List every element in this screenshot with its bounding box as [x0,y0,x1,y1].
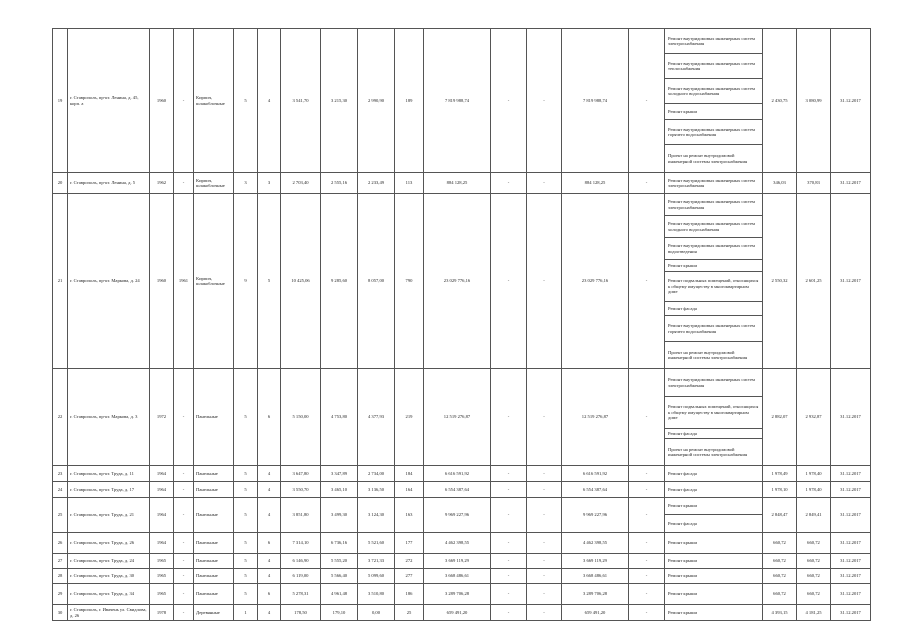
cell-res: 163 [395,498,424,533]
cell-u1: 346,03 [763,173,797,194]
cell-res: 189 [395,29,424,173]
cell-res: 164 [395,482,424,498]
cell-res: 25 [395,605,424,621]
cell-en: 6 [258,584,281,605]
cell-date: 31.12.2017 [831,554,871,569]
cell-c1: - [491,498,527,533]
cell-a2: 2 555,16 [321,173,358,194]
cell-mat: Панельные [194,498,234,533]
cell-en: 4 [258,29,281,173]
cell-res: 113 [395,173,424,194]
cell-addr: г. Ставрополь, пр-кт. Труда, д. 26 [68,533,150,554]
cell-c1: - [491,29,527,173]
cell-y1: 1960 [150,194,174,369]
cell-a1: 3 550,70 [281,482,321,498]
cell-a3: 3 124,30 [358,498,395,533]
cell-en: 3 [258,173,281,194]
works-cell [665,605,763,621]
cell-c2: - [527,533,562,554]
cell-a3: 5 099,60 [358,569,395,584]
cell-date: 31.12.2017 [831,29,871,173]
work-item: Ремонт фасада [668,486,697,492]
cell-c4: - [629,498,665,533]
cell-a3: 0,00 [358,605,395,621]
work-item: Ремонт крыши [668,609,697,615]
cell-a3: 2 990,90 [358,29,395,173]
work-item: Ремонт фасада [665,302,762,316]
cell-u2: 2 601,25 [797,194,831,369]
cell-a3: 3 721,33 [358,554,395,569]
cell-a3: 3 136,50 [358,482,395,498]
cell-c4: - [629,482,665,498]
cell-addr: г. Ставрополь, пр-кт. Ленина, д. 5 [68,173,150,194]
cell-c2: - [527,498,562,533]
cell-fl: 3 [234,173,258,194]
cell-y2: - [174,569,194,584]
cell-a2: 3 347,89 [321,466,358,482]
cell-y1: 1965 [150,584,174,605]
cell-y1: 1964 [150,533,174,554]
cell-c4: - [629,466,665,482]
cell-c2: - [527,554,562,569]
works-cell [665,173,763,194]
table-row [53,466,871,482]
cell-y2: - [174,369,194,466]
cell-c3: 884 128,25 [562,173,629,194]
cell-n: 24 [53,482,68,498]
cell-cost: 12 519 276,87 [424,369,491,466]
cell-c2: - [527,605,562,621]
cell-a3: 8 057,00 [358,194,395,369]
cell-c2: - [527,173,562,194]
cell-c4: - [629,369,665,466]
cell-date: 31.12.2017 [831,369,871,466]
table-body [53,29,871,621]
cell-n: 28 [53,569,68,584]
cell-mat: Кирпич, шлакоблочные [194,173,234,194]
cell-u2: 2 849,41 [797,498,831,533]
works-cell [665,466,763,482]
cell-fl: 5 [234,554,258,569]
cell-res: 277 [395,569,424,584]
cell-date: 31.12.2017 [831,533,871,554]
cell-y2: - [174,498,194,533]
table-row [53,584,871,605]
cell-en: 4 [258,498,281,533]
cell-u1: 4 393,15 [763,605,797,621]
work-item: Ремонт крыши [665,104,762,120]
cell-y2: - [174,173,194,194]
cell-c3: 7 819 988,74 [562,29,629,173]
cell-cost: 659 491,20 [424,605,491,621]
cell-fl: 5 [234,569,258,584]
cell-a2: 5 566,40 [321,569,358,584]
cell-addr: г. Ставрополь, пр-кт. Труда, д. 21 [68,498,150,533]
table-row [53,498,871,533]
cell-a2: 9 285,60 [321,194,358,369]
document-sheet [52,28,870,621]
cell-a1: 3 851,80 [281,498,321,533]
cell-u2: 660,72 [797,533,831,554]
cell-a1: 7 314,10 [281,533,321,554]
cell-y1: 1960 [150,29,174,173]
cell-addr: г. Ставрополь, пр-кт. Труда, д. 17 [68,482,150,498]
works-cell [665,369,763,466]
cell-a1: 10 425,06 [281,194,321,369]
cell-u1: 2 848,47 [763,498,797,533]
cell-y2: - [174,533,194,554]
cell-c2: - [527,29,562,173]
cell-n: 21 [53,194,68,369]
work-item: Ремонт фасада [665,429,762,439]
cell-cost: 3 669 119,29 [424,554,491,569]
cell-y2: - [174,29,194,173]
cell-addr: г. Ставрополь, пр-кт. Труда, д. 34 [68,584,150,605]
cell-cost: 7 819 988,74 [424,29,491,173]
cell-fl: 5 [234,29,258,173]
work-item: Ремонт крыши [665,498,762,515]
cell-fl: 5 [234,584,258,605]
works-cell [665,29,763,173]
cell-u1: 2 882,07 [763,369,797,466]
cell-y1: 1965 [150,569,174,584]
work-item: Ремонт крыши [668,591,697,597]
cell-u2: 660,72 [797,569,831,584]
cell-res: 184 [395,466,424,482]
cell-n: 30 [53,605,68,621]
cell-fl: 5 [234,533,258,554]
cell-c2: - [527,569,562,584]
work-item: Проект на ремонт внутридомовой инженерной системы электроснабжения [668,349,748,360]
cell-n: 27 [53,554,68,569]
cell-a1: 3 647,80 [281,466,321,482]
cell-cost: 4 462 398,55 [424,533,491,554]
cell-c3: 12 519 276,87 [562,369,629,466]
works-cell [665,194,763,369]
cell-u2: 1 978,40 [797,482,831,498]
cell-en: 4 [258,466,281,482]
cell-addr: г. Ставрополь, пр-кт. Труда, д. 30 [68,569,150,584]
cell-en: 6 [258,369,281,466]
work-item: Проект на ремонт внутридомовой инженерной системы электроснабжения [668,446,748,457]
cell-date: 31.12.2017 [831,482,871,498]
work-item: Проект на ремонт внутридомовой инженерной системы электроснабжения [668,153,748,164]
cell-c1: - [491,369,527,466]
cell-a3: 5 521,60 [358,533,395,554]
cell-addr: г. Ставрополь, пр-кт. Труда, д. 24 [68,554,150,569]
work-item: Ремонт подвальных помещений, относящихся к общему имуществу в многоквартирном доме [665,272,762,302]
cell-c2: - [527,584,562,605]
cell-y1: 1964 [150,482,174,498]
cell-date: 31.12.2017 [831,605,871,621]
cell-y1: 1972 [150,369,174,466]
cell-u1: 660,72 [763,554,797,569]
cell-cost: 6 616 591,92 [424,466,491,482]
cell-a2: 3 499,30 [321,498,358,533]
cell-a3: 4 377,93 [358,369,395,466]
cell-fl: 9 [234,194,258,369]
cell-u1: 660,72 [763,533,797,554]
table-row [53,605,871,621]
cell-u2: 660,72 [797,584,831,605]
cell-date: 31.12.2017 [831,194,871,369]
cell-c2: - [527,369,562,466]
table-row [53,533,871,554]
cell-addr: г. Ставрополь, г. Ивачень ул. Свидлова, д. 26 [68,605,150,621]
cell-a2: 5 555,20 [321,554,358,569]
cell-date: 31.12.2017 [831,584,871,605]
capital-repair-table [52,28,871,621]
cell-mat: Панельные [194,584,234,605]
work-item: Ремонт внутридомовых инженерных систем электроснабжения [668,177,755,188]
cell-fl: 5 [234,498,258,533]
cell-c3: 23 029 776,16 [562,194,629,369]
cell-res: 219 [395,369,424,466]
table-row [53,369,871,466]
cell-y2: 1961 [174,194,194,369]
cell-u1: 1 978,10 [763,482,797,498]
cell-n: 23 [53,466,68,482]
cell-c3: 4 462 398,55 [562,533,629,554]
cell-y2: - [174,466,194,482]
cell-c3: 9 969 227,96 [562,498,629,533]
cell-res: 186 [395,584,424,605]
works-cell [665,569,763,584]
cell-res: 790 [395,194,424,369]
work-item: Ремонт фасада [668,520,697,526]
work-item: Ремонт крыши [668,540,697,546]
work-item: Ремонт фасада [668,470,697,476]
cell-y2: - [174,482,194,498]
cell-u1: 660,72 [763,584,797,605]
cell-c2: - [527,194,562,369]
work-item: Ремонт внутридомовых инженерных систем теплоснабжения [665,54,762,79]
cell-en: 6 [258,533,281,554]
work-item: Ремонт внутридомовых инженерных систем электроснабжения [665,29,762,54]
cell-a2: 6 736,16 [321,533,358,554]
works-cell [665,482,763,498]
cell-date: 31.12.2017 [831,466,871,482]
cell-fl: 5 [234,466,258,482]
works-cell [665,533,763,554]
cell-c3: 6 616 591,92 [562,466,629,482]
cell-en: 5 [258,194,281,369]
cell-res: 272 [395,554,424,569]
work-item: Ремонт крыши [665,260,762,272]
cell-c3: 659 491,20 [562,605,629,621]
cell-mat: Деревянные [194,605,234,621]
cell-c1: - [491,173,527,194]
cell-cost: 884 128,25 [424,173,491,194]
cell-cost: 3 668 486,61 [424,569,491,584]
work-item: Ремонт внутридомовых инженерных систем электроснабжения [665,369,762,397]
cell-en: 4 [258,605,281,621]
cell-a1: 178,50 [281,605,321,621]
cell-cost: 3 289 706,28 [424,584,491,605]
table-row [53,569,871,584]
cell-u2: 2 932,87 [797,369,831,466]
cell-fl: 1 [234,605,258,621]
cell-addr: г. Ставрополь, пр-кт. Труда, д. 11 [68,466,150,482]
cell-a2: 4 753,80 [321,369,358,466]
cell-cost: 23 029 776,16 [424,194,491,369]
cell-y2: - [174,554,194,569]
table-row [53,173,871,194]
cell-u2: 3 080,99 [797,29,831,173]
cell-c3: 6 554 387,64 [562,482,629,498]
cell-res: 177 [395,533,424,554]
cell-u1: 2 550,32 [763,194,797,369]
cell-en: 4 [258,554,281,569]
cell-c1: - [491,466,527,482]
cell-c1: - [491,554,527,569]
cell-a2: 4 961,48 [321,584,358,605]
work-item: Ремонт внутридомовых инженерных систем холодного водоснабжения [665,79,762,104]
cell-mat: Панельные [194,369,234,466]
cell-c4: - [629,533,665,554]
work-item: Ремонт внутридомовых инженерных систем водоотведения [665,238,762,260]
cell-n: 26 [53,533,68,554]
cell-en: 4 [258,569,281,584]
cell-n: 29 [53,584,68,605]
cell-y1: 1964 [150,466,174,482]
cell-c2: - [527,466,562,482]
table-row [53,482,871,498]
cell-u2: 1 978,40 [797,466,831,482]
work-item: Ремонт внутридомовых инженерных систем холодного водоснабжения [665,216,762,238]
cell-mat: Кирпич, шлакоблочные [194,194,234,369]
cell-addr: г. Ставрополь, пр-кт. Ленина, д. 45, корп. а [68,29,150,173]
cell-a2: 179,10 [321,605,358,621]
cell-a3: 2 233,49 [358,173,395,194]
cell-mat: Панельные [194,569,234,584]
cell-c4: - [629,569,665,584]
cell-c1: - [491,584,527,605]
table-row [53,554,871,569]
work-item: Ремонт крыши [668,558,697,564]
table-row [53,29,871,173]
cell-u2: 660,72 [797,554,831,569]
cell-mat: Панельные [194,554,234,569]
work-item: Ремонт внутридомовых инженерных систем горячего водоснабжения [665,316,762,342]
cell-en: 4 [258,482,281,498]
cell-u1: 1 978,49 [763,466,797,482]
cell-c3: 3 668 486,61 [562,569,629,584]
cell-n: 19 [53,29,68,173]
cell-y2: - [174,584,194,605]
work-item: Ремонт внутридомовых инженерных систем горячего водоснабжения [665,120,762,145]
cell-c3: 3 669 119,29 [562,554,629,569]
cell-u1: 2 430,75 [763,29,797,173]
cell-a1: 6 119,00 [281,569,321,584]
cell-mat: Кирпич, шлакоблочные [194,29,234,173]
cell-y2: - [174,605,194,621]
cell-a3: 2 734,00 [358,466,395,482]
cell-c1: - [491,605,527,621]
cell-a1: 5 278,31 [281,584,321,605]
cell-c4: - [629,29,665,173]
cell-c4: - [629,605,665,621]
cell-c1: - [491,569,527,584]
cell-u2: 4 181,25 [797,605,831,621]
cell-c4: - [629,194,665,369]
cell-fl: 5 [234,369,258,466]
cell-c1: - [491,482,527,498]
works-cell [665,498,763,533]
works-cell [665,584,763,605]
cell-c4: - [629,173,665,194]
work-item: Ремонт крыши [668,573,697,579]
table-row [53,194,871,369]
cell-y1: 1965 [150,554,174,569]
work-item: Ремонт внутридомовых инженерных систем электроснабжения [665,194,762,216]
cell-n: 25 [53,498,68,533]
cell-addr: г. Ставрополь, пр-кт. Маркова, д. 3 [68,369,150,466]
cell-u2: 370,83 [797,173,831,194]
cell-addr: г. Ставрополь, пр-кт. Маркова, д. 24 [68,194,150,369]
cell-a1: 6 146,90 [281,554,321,569]
cell-mat: Панельные [194,482,234,498]
cell-cost: 9 969 227,96 [424,498,491,533]
cell-a1: 3 541,70 [281,29,321,173]
cell-y1: 1964 [150,498,174,533]
cell-u1: 660,72 [763,569,797,584]
cell-c2: - [527,482,562,498]
cell-fl: 5 [234,482,258,498]
cell-a2: 3 215,30 [321,29,358,173]
cell-date: 31.12.2017 [831,173,871,194]
cell-c3: 3 289 706,28 [562,584,629,605]
work-item: Ремонт подвальных помещений, относящихся к общему имуществу в многоквартирном доме [665,397,762,429]
cell-n: 20 [53,173,68,194]
cell-c1: - [491,533,527,554]
cell-c1: - [491,194,527,369]
cell-a1: 5 150,00 [281,369,321,466]
cell-y1: 1962 [150,173,174,194]
cell-date: 31.12.2017 [831,569,871,584]
cell-mat: Панельные [194,466,234,482]
cell-a1: 2 703,40 [281,173,321,194]
cell-mat: Панельные [194,533,234,554]
cell-y1: 1978 [150,605,174,621]
cell-a3: 3 510,80 [358,584,395,605]
cell-cost: 6 554 387,64 [424,482,491,498]
cell-n: 22 [53,369,68,466]
cell-a2: 3 465,10 [321,482,358,498]
cell-c4: - [629,554,665,569]
works-cell [665,554,763,569]
cell-c4: - [629,584,665,605]
cell-date: 31.12.2017 [831,498,871,533]
